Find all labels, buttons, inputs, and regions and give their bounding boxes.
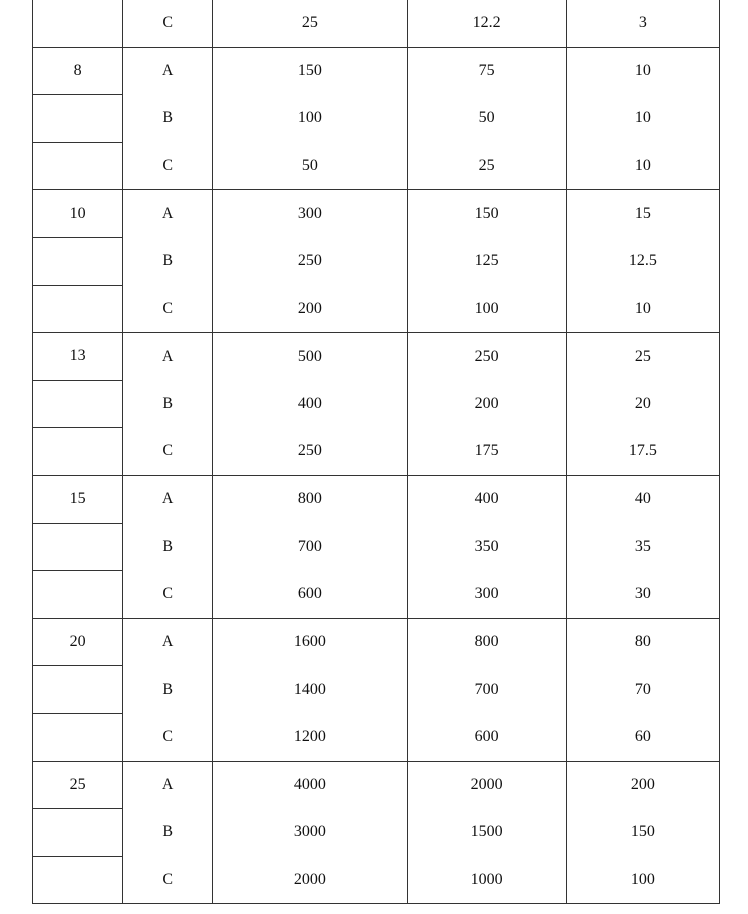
- table-cell: 300: [213, 190, 407, 238]
- table-cell: 700: [407, 666, 566, 714]
- table-cell: 600: [407, 713, 566, 761]
- table-cell: 4000: [213, 761, 407, 809]
- table-cell: 20: [33, 618, 123, 666]
- table-cell: 700: [213, 523, 407, 571]
- table-cell: [33, 380, 123, 428]
- table-cell: 400: [213, 380, 407, 428]
- table-cell: 17.5: [566, 428, 719, 476]
- table-cell: 50: [407, 95, 566, 143]
- table-cell: 1600: [213, 618, 407, 666]
- table-cell: A: [123, 475, 213, 523]
- table-cell: 15: [566, 190, 719, 238]
- table-row: [33, 761, 720, 809]
- table-cell: 250: [213, 428, 407, 476]
- table-row: [33, 809, 720, 857]
- table-row: [33, 285, 720, 333]
- table-cell: 75: [407, 47, 566, 95]
- table-cell: 10: [566, 142, 719, 190]
- table-cell: 10: [566, 95, 719, 143]
- table-cell: [33, 237, 123, 285]
- table-cell: 100: [407, 285, 566, 333]
- table-row: [33, 0, 720, 47]
- table-cell: 25: [566, 333, 719, 381]
- table-cell: 10: [566, 47, 719, 95]
- table-cell: C: [123, 571, 213, 619]
- data-table-container: [32, 0, 720, 904]
- table-row: [33, 475, 720, 523]
- table-cell: C: [123, 285, 213, 333]
- table-cell: C: [123, 713, 213, 761]
- table-cell: 12.5: [566, 237, 719, 285]
- table-cell: [33, 0, 123, 47]
- table-cell: [33, 142, 123, 190]
- table-cell: 350: [407, 523, 566, 571]
- table-row: [33, 428, 720, 476]
- table-cell: B: [123, 666, 213, 714]
- table-cell: C: [123, 0, 213, 47]
- table-cell: [33, 523, 123, 571]
- table-cell: 8: [33, 47, 123, 95]
- table-cell: 800: [407, 618, 566, 666]
- table-row: [33, 618, 720, 666]
- table-row: [33, 523, 720, 571]
- table-cell: 80: [566, 618, 719, 666]
- table-cell: 25: [407, 142, 566, 190]
- table-cell: B: [123, 380, 213, 428]
- table-cell: 2000: [407, 761, 566, 809]
- table-cell: 10: [566, 285, 719, 333]
- table-row: [33, 380, 720, 428]
- table-cell: 35: [566, 523, 719, 571]
- table-cell: 600: [213, 571, 407, 619]
- table-cell: 800: [213, 475, 407, 523]
- table-cell: A: [123, 190, 213, 238]
- table-cell: [33, 95, 123, 143]
- table-cell: 150: [566, 809, 719, 857]
- table-cell: 200: [566, 761, 719, 809]
- table-cell: 2000: [213, 856, 407, 904]
- table-cell: [33, 666, 123, 714]
- table-cell: [33, 856, 123, 904]
- table-cell: B: [123, 523, 213, 571]
- table-cell: 500: [213, 333, 407, 381]
- table-cell: 200: [213, 285, 407, 333]
- table-cell: 1200: [213, 713, 407, 761]
- table-cell: 12.2: [407, 0, 566, 47]
- table-cell: 40: [566, 475, 719, 523]
- table-cell: B: [123, 237, 213, 285]
- table-cell: 175: [407, 428, 566, 476]
- table-row: [33, 142, 720, 190]
- table-cell: C: [123, 142, 213, 190]
- table-cell: 10: [33, 190, 123, 238]
- table-cell: 100: [566, 856, 719, 904]
- table-body: [33, 0, 720, 904]
- table-cell: 60: [566, 713, 719, 761]
- table-cell: B: [123, 95, 213, 143]
- table-cell: 3000: [213, 809, 407, 857]
- table-cell: C: [123, 428, 213, 476]
- table-row: [33, 333, 720, 381]
- table-cell: 20: [566, 380, 719, 428]
- table-cell: 50: [213, 142, 407, 190]
- table-cell: 3: [566, 0, 719, 47]
- table-cell: C: [123, 856, 213, 904]
- table-cell: 200: [407, 380, 566, 428]
- table-row: [33, 95, 720, 143]
- table-cell: [33, 428, 123, 476]
- table-row: [33, 190, 720, 238]
- table-cell: 1000: [407, 856, 566, 904]
- table-cell: 250: [213, 237, 407, 285]
- table-cell: 30: [566, 571, 719, 619]
- table-cell: B: [123, 809, 213, 857]
- table-cell: A: [123, 618, 213, 666]
- table-cell: 250: [407, 333, 566, 381]
- table-cell: 25: [33, 761, 123, 809]
- table-cell: 150: [213, 47, 407, 95]
- data-table: [32, 0, 720, 904]
- table-row: [33, 47, 720, 95]
- table-row: [33, 856, 720, 904]
- table-cell: 100: [213, 95, 407, 143]
- table-cell: [33, 713, 123, 761]
- table-cell: [33, 285, 123, 333]
- table-row: [33, 237, 720, 285]
- table-cell: [33, 809, 123, 857]
- table-cell: 400: [407, 475, 566, 523]
- table-cell: A: [123, 761, 213, 809]
- table-cell: 150: [407, 190, 566, 238]
- table-cell: [33, 571, 123, 619]
- table-cell: 125: [407, 237, 566, 285]
- table-row: [33, 571, 720, 619]
- table-cell: 1400: [213, 666, 407, 714]
- table-cell: A: [123, 47, 213, 95]
- table-cell: 300: [407, 571, 566, 619]
- table-cell: A: [123, 333, 213, 381]
- table-row: [33, 666, 720, 714]
- table-cell: 25: [213, 0, 407, 47]
- table-row: [33, 713, 720, 761]
- table-cell: 1500: [407, 809, 566, 857]
- table-cell: 13: [33, 333, 123, 381]
- table-cell: 15: [33, 475, 123, 523]
- table-cell: 70: [566, 666, 719, 714]
